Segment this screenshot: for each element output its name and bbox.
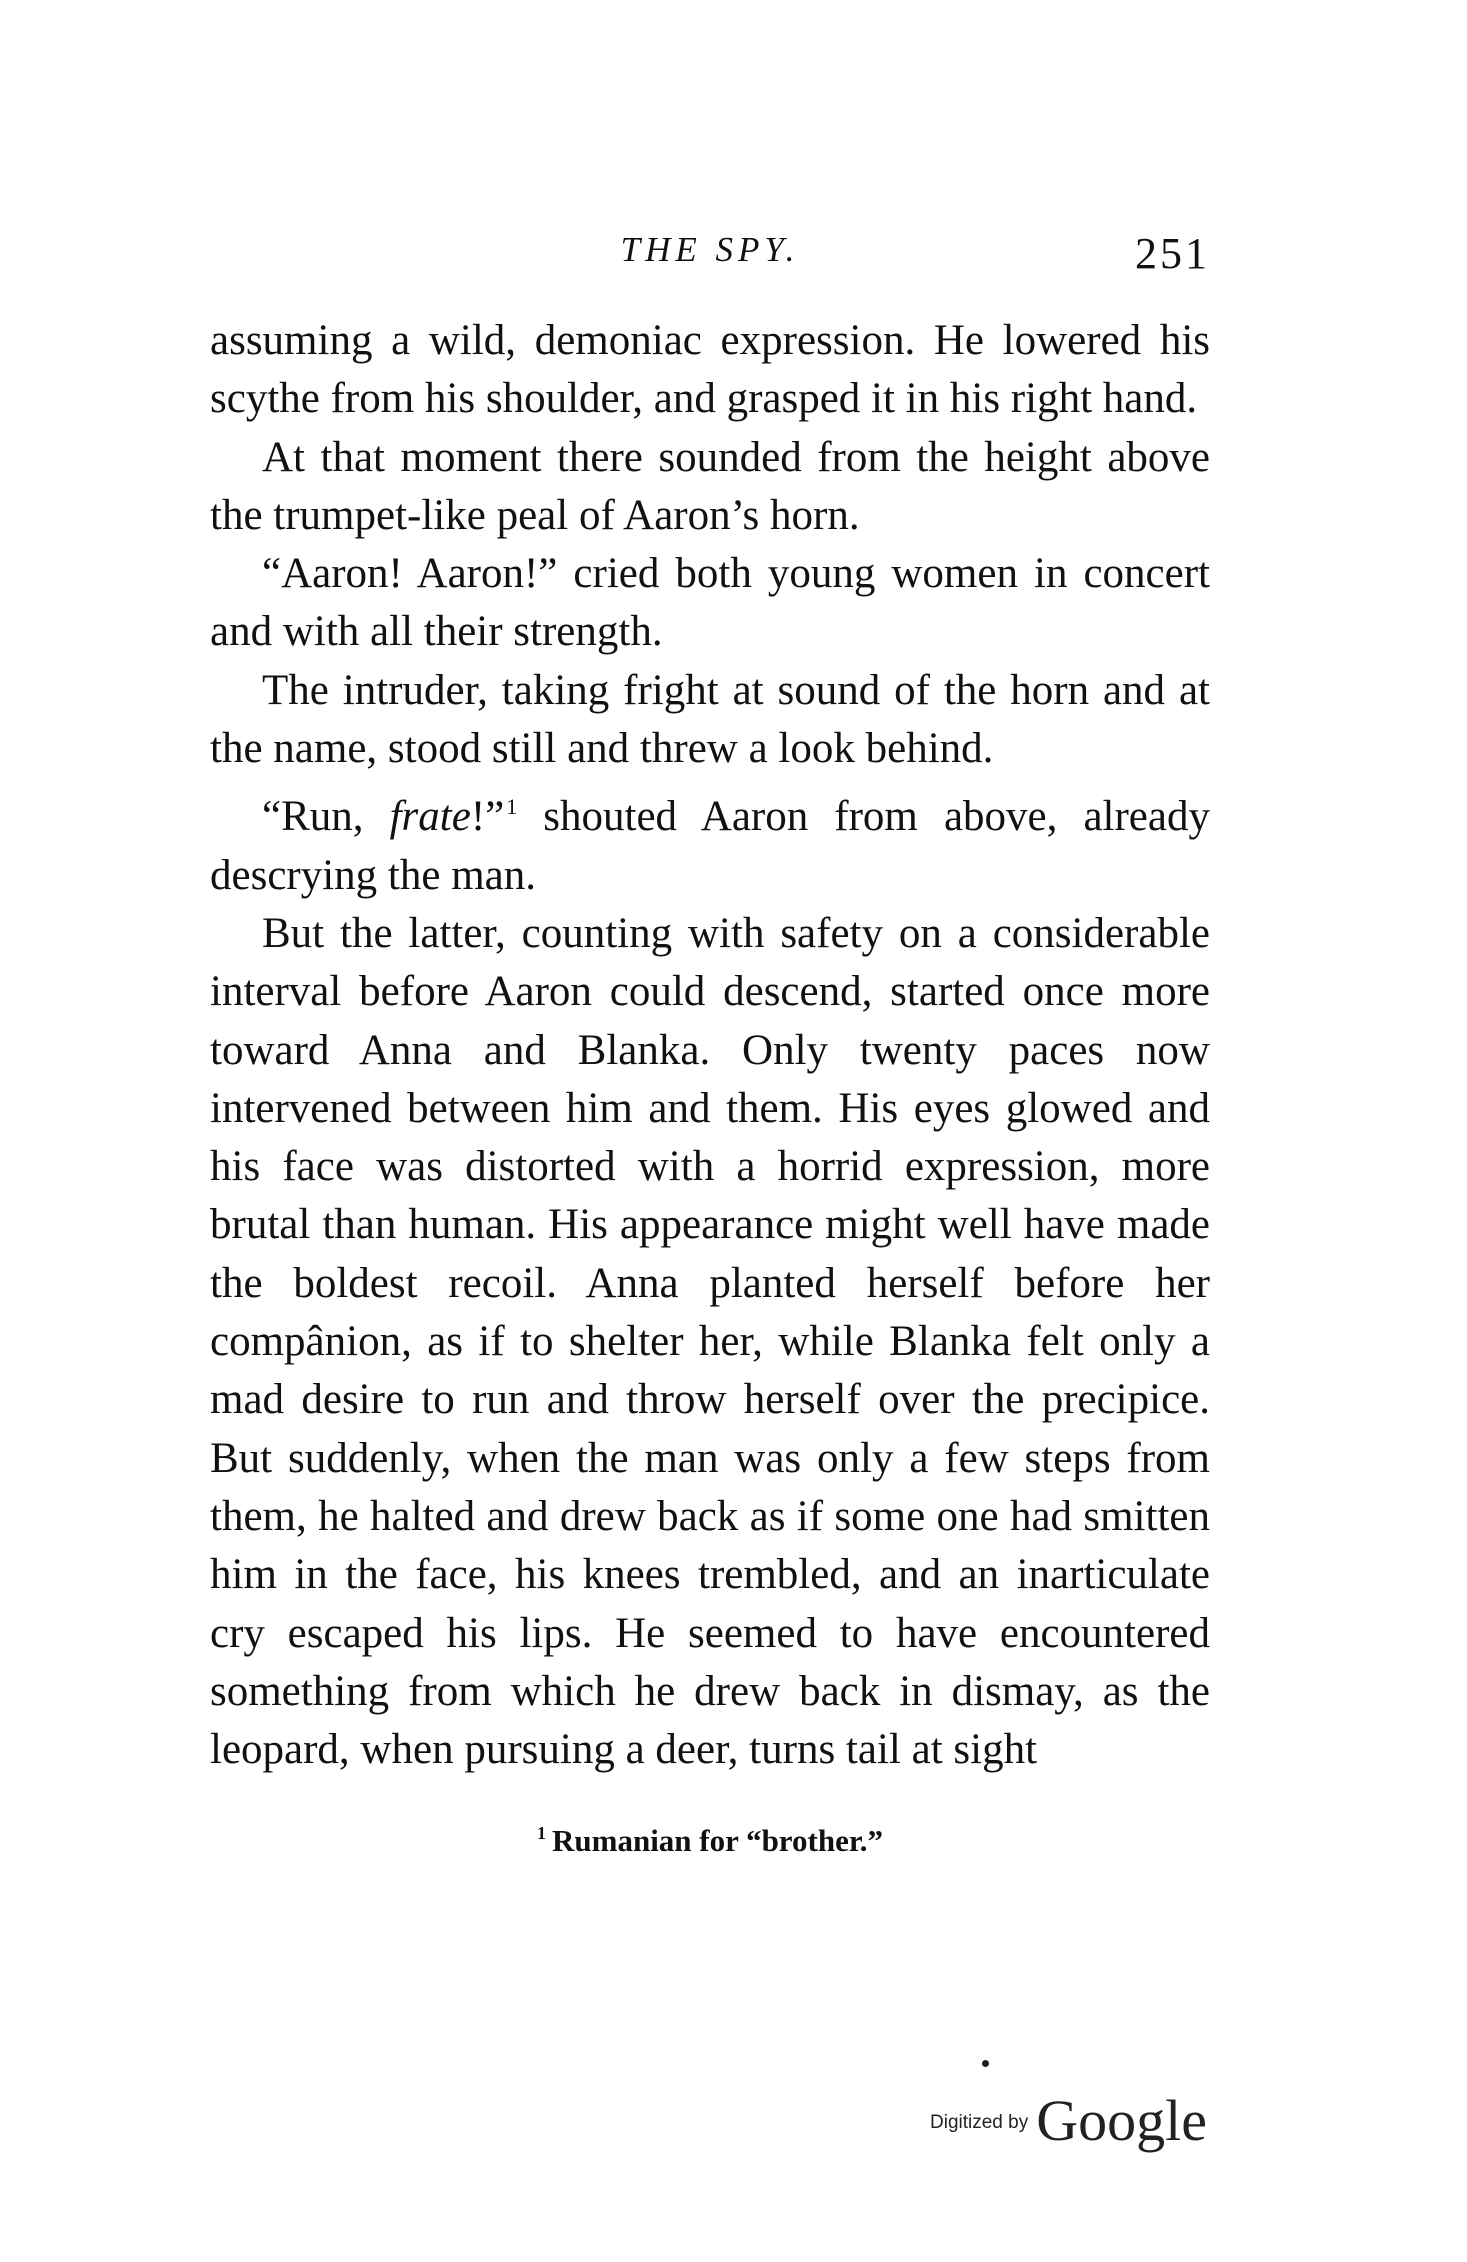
footnote-reference: 1: [506, 794, 518, 820]
running-title: THE SPY.: [620, 230, 800, 269]
paragraph-2: At that moment there sounded from the height above the trumpet-like peal of Aaron’s horn.: [210, 433, 1210, 539]
footnote-text: Rumanian for “brother.”: [552, 1823, 883, 1858]
quote-open: “Run,: [262, 793, 390, 841]
digitized-watermark: [930, 2060, 1270, 2153]
italic-word: frate: [389, 793, 471, 841]
watermark-small-text: Digitized by: [930, 2112, 1029, 2133]
paragraph-1: assuming a wild, demoniac expression. He lowered his scythe from his shoulder, and grasped it in his right hand.: [210, 317, 1210, 423]
quote-close: !”: [470, 793, 505, 841]
paragraph-3: “Aaron! Aaron!” cried both young women in concert and with all their strength.: [210, 550, 1210, 656]
paragraph-4: The intruder, taking fright at sound of the horn and at the name, stood still and threw a look behind.: [210, 666, 1210, 773]
dot-mark: [982, 2060, 989, 2067]
body-text: [210, 312, 1210, 1779]
paragraph-5: [210, 778, 1210, 905]
watermark-logo-text: Google: [1036, 2088, 1207, 2153]
page-number: 251: [1135, 229, 1210, 278]
paragraph-6: But the latter, counting with safety on a considerable interval before Aaron could descend, started once more toward Anna and Blanka. Only twenty paces now intervened between him and them. His eyes glowed and his face was distorted with a horrid expression, more brutal than human. His appearance might well have made the boldest recoil. Anna planted herself before her compânion, as if to shelter her, while Blanka felt only a mad desire to run and throw herself over the precipice. But suddenly, when the man was only a few steps from them, he halted and drew back as if some one had smitten him in the face, his knees trembled, and an inarticulate cry escaped his lips. He seemed to have encountered something from which he drew back in dismay, as the leopard, when pursuing a deer, turns tail at sight: [210, 909, 1210, 1774]
footnote: [210, 1823, 1210, 1859]
footnote-marker: 1: [537, 1823, 546, 1843]
paragraph-5-rest: shouted Aaron from above, already descrying the man.: [210, 793, 1210, 899]
page-header: [210, 220, 1210, 280]
